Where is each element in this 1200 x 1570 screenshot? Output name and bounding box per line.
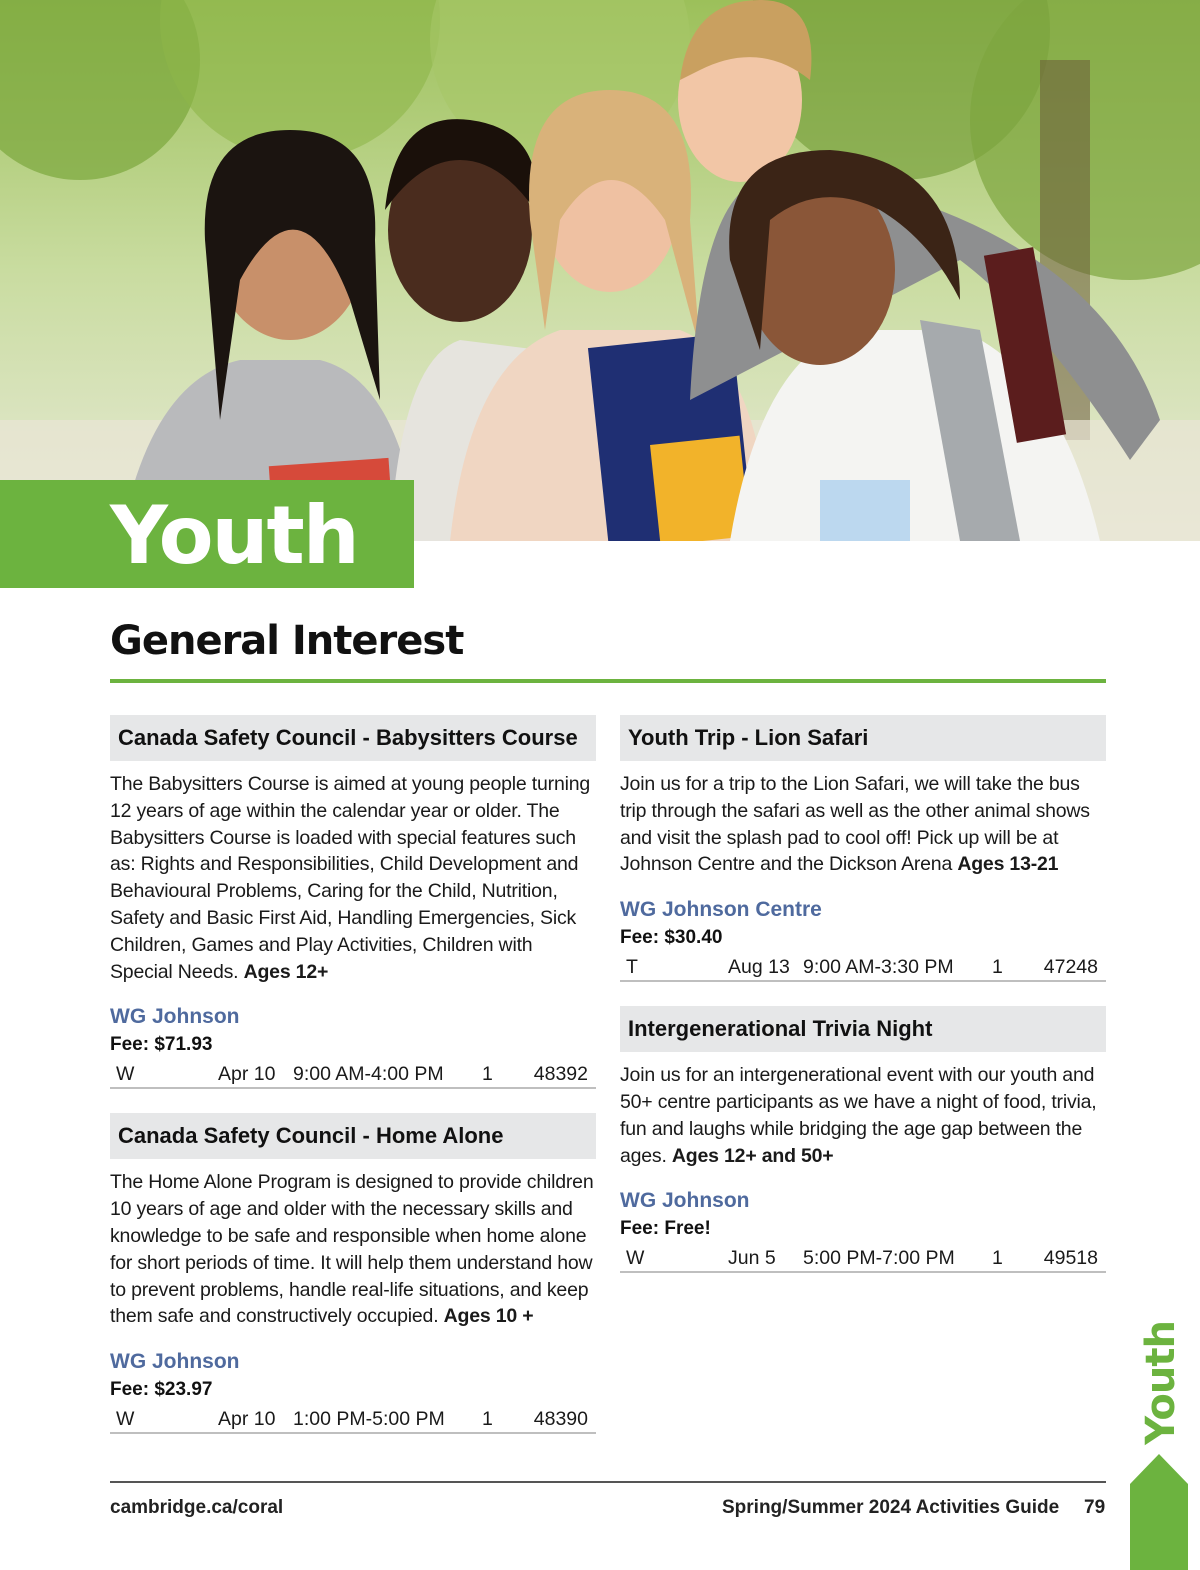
schedule-code: 47248: [1043, 956, 1098, 979]
left-column: [110, 715, 596, 1434]
schedule-row: [110, 1059, 596, 1089]
schedule-row: [620, 1243, 1106, 1273]
schedule-date: Apr 10: [218, 1408, 276, 1431]
schedule-day: T: [626, 956, 638, 979]
schedule-time: 5:00 PM-7:00 PM: [803, 1247, 955, 1270]
program-description: [620, 771, 1106, 878]
youth-banner: [0, 480, 414, 588]
banner-title: Youth: [110, 489, 358, 582]
right-column: [620, 715, 1106, 1273]
program-description: [110, 1169, 596, 1330]
side-tab-label: [1136, 1318, 1186, 1448]
ages-label: Ages 10 +: [443, 1305, 534, 1328]
footer-guide-title: Spring/Summer 2024 Activities Guide: [722, 1497, 1060, 1518]
schedule-day: W: [626, 1247, 645, 1270]
program-fee: Fee: $23.97: [110, 1379, 213, 1401]
program-location: WG Johnson Centre: [620, 898, 822, 922]
footer-divider: [110, 1481, 1106, 1483]
ages-label: Ages 12+ and 50+: [671, 1144, 834, 1167]
program-fee: Fee: $71.93: [110, 1034, 213, 1056]
description-text: The Home Alone Program is designed to provide children 10 years of age and older with the necessary skills and knowledge to be safe and responsible when home alone for short periods of time. It will help them understand how to prevent problems, handle real-life situations, and keep them safe and constructively occupied.: [110, 1171, 594, 1328]
program-fee: Fee: $30.40: [620, 927, 723, 949]
section-title: General Interest: [110, 618, 464, 664]
side-tab-text: Youth: [1138, 1321, 1184, 1445]
description-text: The Babysitters Course is aimed at young people turning 12 years of age within the calendar year or older. The Babysitters Course is loaded with special features such as: Rights and Responsibilities, Child Development and Behavioural Problems, Caring for the Child, Nutrition, Safety and Basic First Aid, Handling Emergencies, Sick Children, Games and Play Activities, Children with Special Needs.: [110, 773, 591, 983]
footer-website[interactable]: cambridge.ca/coral: [110, 1497, 284, 1518]
page-number: 79: [1084, 1497, 1106, 1518]
description-text: Join us for a trip to the Lion Safari, we will take the bus trip through the safari as well as the other animal shows and visit the splash pad to cool off! Pick up will be at Johnson Centre and the Dickson Arena: [620, 773, 1090, 876]
program-title: Youth Trip - Lion Safari: [620, 715, 1106, 761]
schedule-day: W: [116, 1408, 135, 1431]
program-title: Canada Safety Council - Home Alone: [110, 1113, 596, 1159]
schedule-code: 49518: [1043, 1247, 1098, 1270]
program-title: Canada Safety Council - Babysitters Course: [110, 715, 596, 761]
schedule-time: 9:00 AM-4:00 PM: [293, 1063, 444, 1086]
program-title: Intergenerational Trivia Night: [620, 1006, 1106, 1052]
schedule-sessions: 1: [482, 1408, 493, 1431]
program-location: WG Johnson: [620, 1189, 750, 1213]
program-fee: Fee: Free!: [620, 1218, 711, 1240]
hero-photo: [0, 0, 1200, 541]
ages-label: Ages 13-21: [957, 853, 1059, 876]
program-babysitters: [110, 715, 596, 1089]
program-description: [620, 1062, 1106, 1169]
schedule-date: Aug 13: [728, 956, 790, 979]
schedule-time: 1:00 PM-5:00 PM: [293, 1408, 445, 1431]
schedule-sessions: 1: [992, 1247, 1003, 1270]
program-lion-safari: [620, 715, 1106, 982]
side-tab-arrow: [1130, 1454, 1188, 1570]
schedule-sessions: 1: [992, 956, 1003, 979]
schedule-time: 9:00 AM-3:30 PM: [803, 956, 954, 979]
schedule-row: [110, 1404, 596, 1434]
program-home-alone: [110, 1113, 596, 1434]
program-location: WG Johnson: [110, 1350, 240, 1374]
ages-label: Ages 12+: [243, 960, 329, 983]
section-divider: [110, 679, 1106, 683]
schedule-row: [620, 952, 1106, 982]
schedule-date: Jun 5: [728, 1247, 776, 1270]
schedule-code: 48392: [533, 1063, 588, 1086]
schedule-date: Apr 10: [218, 1063, 276, 1086]
program-location: WG Johnson: [110, 1005, 240, 1029]
schedule-sessions: 1: [482, 1063, 493, 1086]
schedule-day: W: [116, 1063, 135, 1086]
description-text: Join us for an intergenerational event with our youth and 50+ centre participants as we have a night of food, trivia, fun and laughs while bridging the age gap between the ages.: [620, 1064, 1097, 1167]
program-trivia-night: [620, 1006, 1106, 1273]
schedule-code: 48390: [533, 1408, 588, 1431]
program-description: [110, 771, 596, 985]
